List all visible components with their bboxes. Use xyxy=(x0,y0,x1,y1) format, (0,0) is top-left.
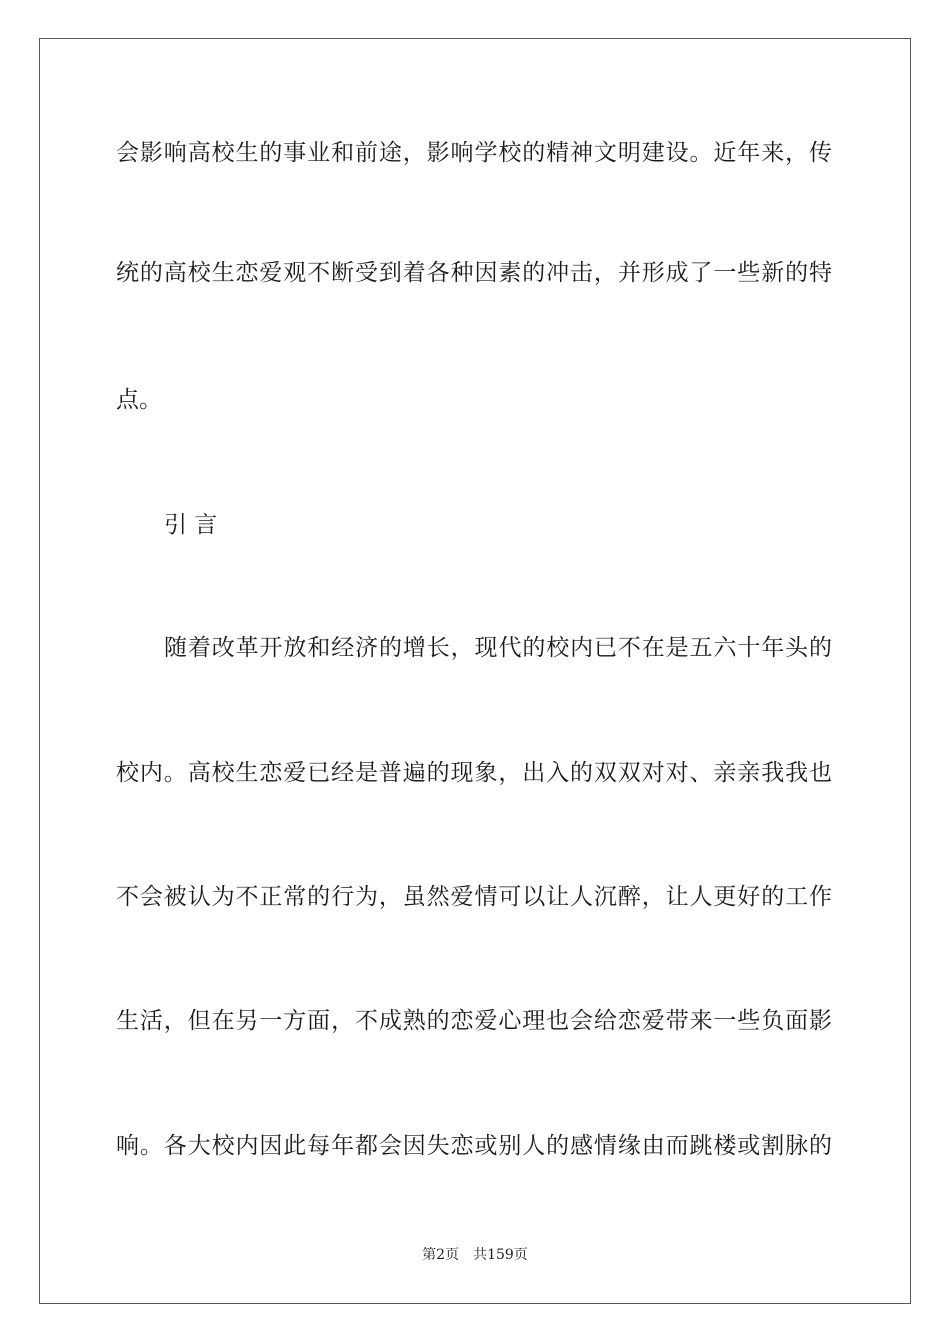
body-text-line: 统的高校生恋爱观不断受到着各种因素的冲击，并形成了一些新的特 xyxy=(116,260,832,286)
body-text-line: 不会被认为不正常的行为，虽然爱情可以让人沉醉，让人更好的工作 xyxy=(116,884,832,910)
body-text-line: 生活，但在另一方面，不成熟的恋爱心理也会给恋爱带来一些负面影 xyxy=(116,1008,832,1034)
body-text-line: 校内。高校生恋爱已经是普遍的现象，出入的双双对对、亲亲我我也 xyxy=(116,760,832,786)
body-text-line: 响。各大校内因此每年都会因失恋或别人的感情缘由而跳楼或割脉的 xyxy=(116,1133,832,1159)
body-text-line: 点。 xyxy=(116,387,162,413)
body-text-line: 会影响高校生的事业和前途，影响学校的精神文明建设。近年来，传 xyxy=(116,140,832,166)
section-heading: 引 言 xyxy=(164,512,218,538)
body-text-line: 随着改革开放和经济的增长，现代的校内已不在是五六十年头的 xyxy=(164,635,832,661)
page-border xyxy=(39,38,911,1304)
page-number-footer: 第2页 共159页 xyxy=(422,1247,528,1263)
